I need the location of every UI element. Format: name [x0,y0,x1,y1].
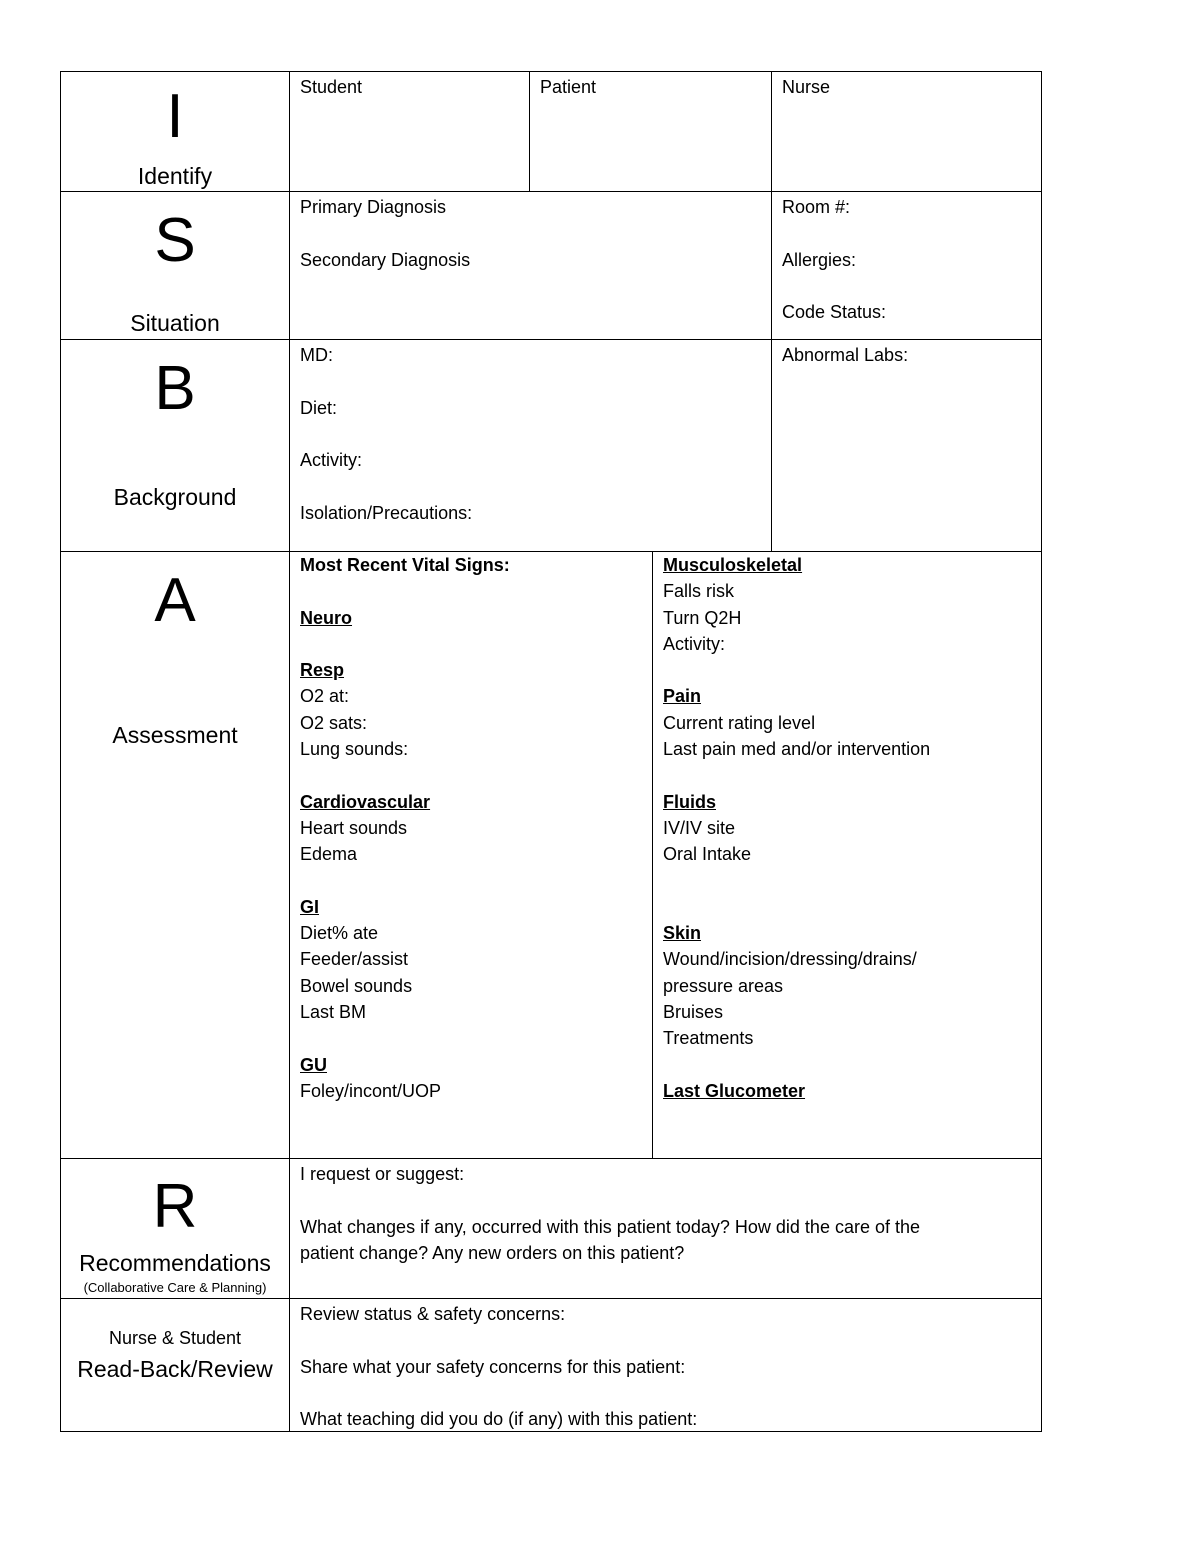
feeder-assist-field[interactable]: Feeder/assist [300,949,409,970]
review-status-field[interactable]: Review status & safety concerns: [300,1304,566,1324]
last-bm-field[interactable]: Last BM [300,1002,367,1023]
row-rule [60,1298,1042,1299]
spacer [300,1327,697,1353]
recommendations-letter: R [152,1172,198,1241]
spacer [300,1380,697,1406]
assessment-label: Assessment [112,722,238,748]
identify-letter: I [166,82,184,151]
col-rule [771,71,772,552]
heart-sounds-field[interactable]: Heart sounds [300,817,408,838]
row-rule [60,71,1042,72]
spacer [782,220,886,246]
spacer [300,578,510,604]
bruises-field[interactable]: Bruises [663,1002,724,1023]
readback-label: Read-Back/Review [77,1356,273,1382]
row-rule [60,1158,1042,1159]
readback-block [300,1301,697,1432]
assessment-left-column [300,552,510,1104]
gi-heading: GI [300,896,320,917]
lung-sounds-field[interactable]: Lung sounds: [300,739,409,760]
spacer [300,1187,920,1213]
situation-letter: S [154,206,196,275]
row-rule [60,339,1042,340]
gu-heading: GU [300,1054,327,1075]
recommendations-block [300,1161,920,1266]
patient-field[interactable]: Patient [540,77,597,97]
bowel-sounds-field[interactable]: Bowel sounds [300,975,413,996]
room-block [782,194,886,325]
changes-question-line-2: patient change? Any new orders on this patient? [300,1242,685,1263]
teaching-field[interactable]: What teaching did you do (if any) with this patient: [300,1409,698,1430]
readback-small-label: Nurse & Student [108,1328,242,1348]
spacer [663,762,930,788]
pain-heading: Pain [663,686,702,707]
recommendations-note: (Collaborative Care & Planning) [83,1280,267,1295]
isolation-field[interactable]: Isolation/Precautions: [300,502,473,523]
abnormal-labs-field[interactable]: Abnormal Labs: [782,345,909,365]
col-rule [652,551,653,1159]
oral-intake-field[interactable]: Oral Intake [663,844,752,865]
row-rule [60,191,1042,192]
falls-risk-field[interactable]: Falls risk [663,581,734,602]
background-letter: B [154,354,196,423]
background-block [300,342,472,526]
o2-sats-field[interactable]: O2 sats: [300,712,368,733]
recommendations-label: Recommendations [79,1250,271,1276]
pressure-areas-field[interactable]: pressure areas [663,975,784,996]
spacer [663,868,930,894]
iv-site-field[interactable]: IV/IV site [663,817,736,838]
spacer [300,473,472,499]
assessment-letter: A [154,566,196,635]
assessment-right-column [663,552,930,1104]
fluids-heading: Fluids [663,791,716,812]
spacer [300,421,472,447]
safety-concerns-field[interactable]: Share what your safety concerns for this patient: [300,1356,686,1377]
md-field[interactable]: MD: [300,345,333,365]
resp-heading: Resp [300,660,345,681]
primary-diagnosis-field[interactable]: Primary Diagnosis [300,197,447,217]
glucometer-heading: Last Glucometer [663,1080,806,1101]
spacer [300,762,510,788]
activity-field[interactable]: Activity: [300,450,363,471]
turn-q2h-field[interactable]: Turn Q2H [663,607,742,628]
secondary-diagnosis-field[interactable]: Secondary Diagnosis [300,249,471,270]
spacer [663,1052,930,1078]
spacer [663,894,930,920]
edema-field[interactable]: Edema [300,844,358,865]
last-pain-med-field[interactable]: Last pain med and/or intervention [663,739,931,760]
student-field[interactable]: Student [300,77,363,97]
o2-at-field[interactable]: O2 at: [300,686,350,707]
diet-ate-field[interactable]: Diet% ate [300,923,379,944]
pain-rating-field[interactable]: Current rating level [663,712,816,733]
col-rule [289,71,290,1432]
diet-field[interactable]: Diet: [300,397,338,418]
situation-label: Situation [130,310,220,336]
allergies-field[interactable]: Allergies: [782,249,857,270]
treatments-field[interactable]: Treatments [663,1028,754,1049]
cardiovascular-heading: Cardiovascular [300,791,431,812]
col-rule [1041,71,1042,1432]
spacer [663,657,930,683]
spacer [300,868,510,894]
neuro-heading: Neuro [300,607,353,628]
foley-field[interactable]: Foley/incont/UOP [300,1080,442,1101]
skin-heading: Skin [663,923,702,944]
spacer [300,220,470,246]
spacer [300,368,472,394]
nurse-field[interactable]: Nurse [782,77,831,97]
identify-label: Identify [137,163,213,189]
code-status-field[interactable]: Code Status: [782,302,887,323]
vital-signs-heading: Most Recent Vital Signs: [300,555,510,575]
col-rule [529,71,530,192]
diagnosis-block [300,194,470,273]
request-field[interactable]: I request or suggest: [300,1164,465,1184]
room-field[interactable]: Room #: [782,197,851,217]
spacer [300,1025,510,1051]
wound-field[interactable]: Wound/incision/dressing/drains/ [663,949,917,970]
changes-question-line-1: What changes if any, occurred with this patient today? How did the care of the [300,1216,921,1237]
spacer [300,631,510,657]
spacer [782,273,886,299]
musculoskeletal-heading: Musculoskeletal [663,555,803,575]
background-label: Background [113,484,237,510]
activity-field[interactable]: Activity: [663,633,726,654]
